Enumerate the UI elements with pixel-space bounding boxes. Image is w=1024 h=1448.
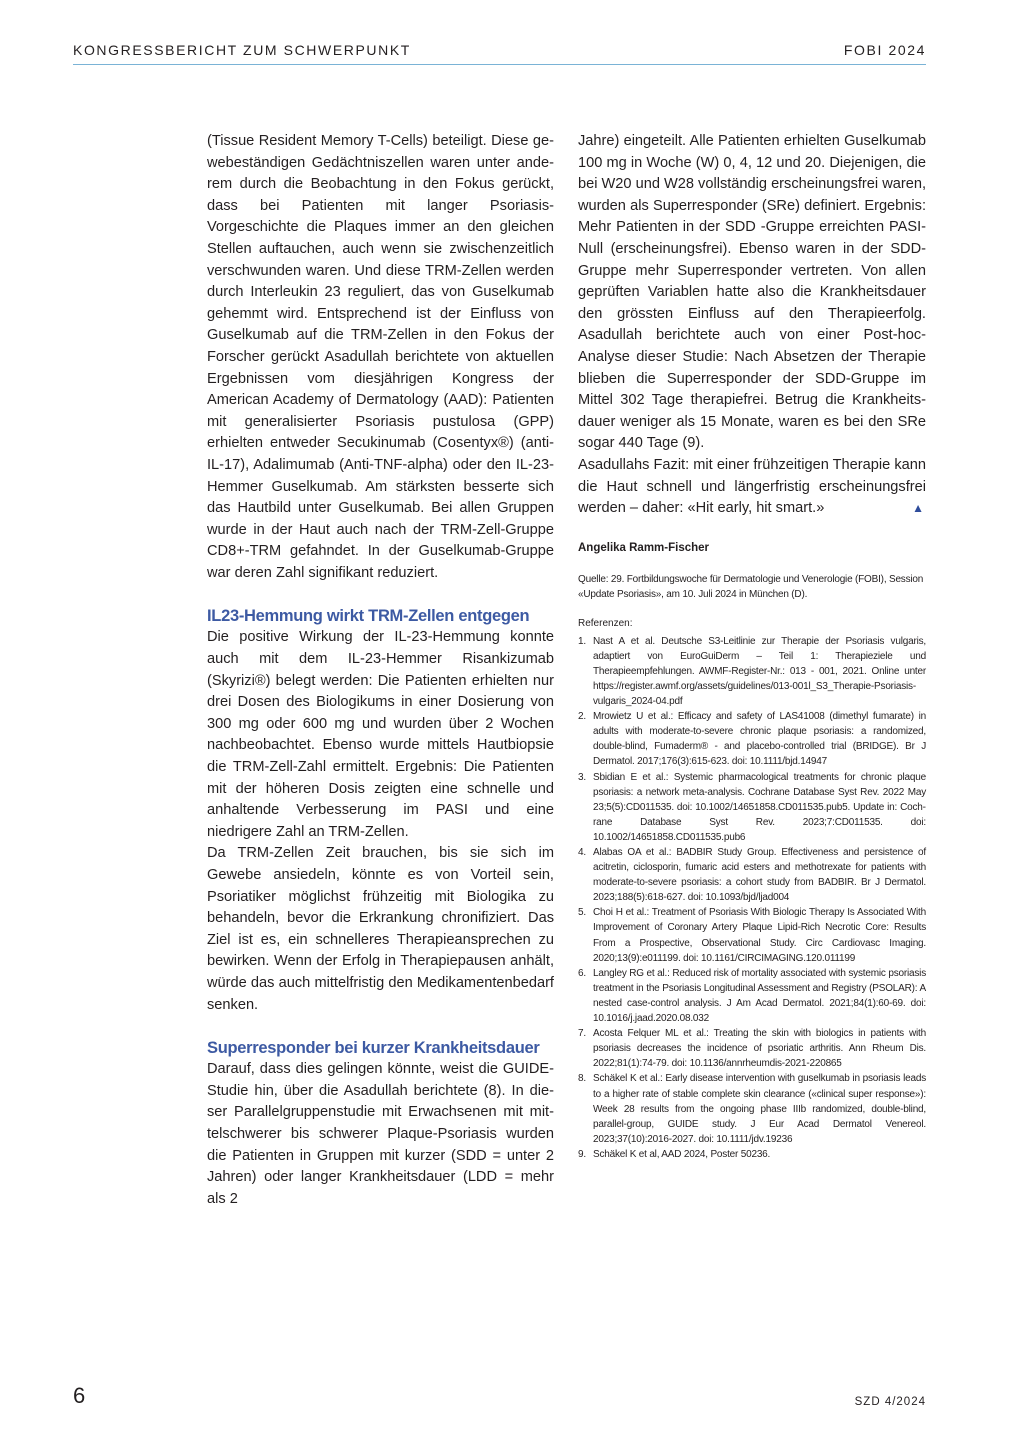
paragraph-conclusion xyxy=(578,455,926,520)
author-name: Angelika Ramm-Fischer xyxy=(578,541,710,554)
reference-text: Sbidian E et al.: Systemic pharmacological treatments for chronic plaque psoriasis: a network meta-analysis. Cochrane Database Syst Rev. 2022 May 23;5(5):CD011535. doi: 10.1002/14651858.CD011535.pub5. Update in: Cochrane Database Syst Rev. 2023;7:CD011535. doi: 10.1002/14651858.CD011535.pub6 xyxy=(593,771,926,843)
page-number: 6 xyxy=(73,1383,86,1408)
right-column xyxy=(578,131,926,1162)
reference-item xyxy=(578,966,926,1026)
reference-text: Choi H et al.: Treatment of Psoriasis With Biologic Therapy Is Associated With Improvement of Coronary Artery Plaque Lipid-Rich Necrotic Core: Results From a Prospective, Observational Study. Circ Cardiovasc Imaging. 2020;13(9):e011199. doi: 10.1161/CIRCIMAGING.120.011199 xyxy=(593,907,926,964)
paragraph-risankizumab: Die positive Wirkung der IL-23-Hemmung konnte auch mit dem IL-23-Hemmer Risankizumab (Skyrizi®) belegt werden: Die Patienten erhielten nur drei Dosen des Biologikums in einer Dosierung von 300 mg oder 600 mg und wurden über 2 Wochen nachbeobachtet. Ebenso wurde mittels Hautbiopsie die TRM-Zell-Zahl ermittelt. Ergebnis: Die Patienten mit der höheren Dosis zeigten eine schnelle und anhaltende Verbesserung im PASI und eine niedrigere Zahl an TRM-Zellen. xyxy=(207,629,554,840)
reference-text: Langley RG et al.: Reduced risk of mortality associated with systemic psoriasis treatment in the Psoriasis Longitudinal Assessment and Registry (PSOLAR): A nested case-control analysis. J Am Acad Dermatol. 2021;84(1):60-69. doi: 10.1016/j.jaad.2020.08.032 xyxy=(593,967,926,1025)
reference-item xyxy=(578,709,926,769)
reference-number: 7. xyxy=(578,1028,586,1040)
reference-item xyxy=(578,1071,926,1146)
event-title: FOBI 2024 xyxy=(843,42,926,58)
reference-item xyxy=(578,845,926,905)
reference-number: 1. xyxy=(578,635,586,647)
source-note: Quelle: 29. Fortbildungswoche für Dermatologie und Venerologie (FOBI), Session «Update Psoriasis», am 10. Juli 2024 in München (D). xyxy=(578,573,924,600)
reference-number: 5. xyxy=(578,907,586,919)
conclusion-text: Asadullahs Fazit: mit einer frühzeitigen Therapie kann die Haut schnell und längerfristig erscheinungsfrei werden – daher: «Hit early, hit smart.» xyxy=(578,456,926,517)
reference-item xyxy=(578,1147,926,1162)
section-heading-superresponder: Superresponder bei kurzer Krankheitsdauer xyxy=(207,1039,540,1058)
reference-item xyxy=(578,634,926,709)
reference-text: Schäkel K et al.: Early disease intervention with guselkumab in psoriasis leads to a higher rate of stable complete skin clearance («clinical super response»): Week 28 results from the ongoing phase IIIb randomized, double-blind, parallel-group, GUIDE study. J Eur Acad Dermatol Venereol. 2023;37(10):2016-2027. doi: 10.1111/jdv.19236 xyxy=(593,1073,926,1145)
reference-number: 2. xyxy=(578,711,586,723)
intro-paragraph: (Tissue Resident Memory T-Cells) beteiligt. Diese gewebeständigen Gedächtniszellen waren unter anderem durch die Beobachtung in den Fokus gerückt, dass bei Patienten mit langer Psoriasis-Vorgeschichte die Plaques immer an den gleichen Stellen auftauchen, auch wenn sie zwischenzeitlich verschwunden waren. Und diese TRM-Zellen werden durch Interleukin 23 reguliert, das von Guselkumab gehemmt wird. Entsprechend ist der Einfluss von Guselkumab auf die TRM-Zellen in den Fokus der Forscher gerückt Asadullah berichtete von aktuellen Ergebnissen vom diesjährigen Kongress der American Academy of Dermatology (AAD): Patienten mit generalisierter Psoriasis pustulosa (GPP) erhielten entweder Secukinumab (Cosentyx®) (anti-IL-17), Adalimumab (Anti-TNF-alpha) oder den IL-23-Hemmer Guselkumab. Am stärksten besserte sich das Hautbild unter Guselkumab. Bei allen Gruppen wurde in der Haut auch nach der TRM-Zell-Gruppe CD8+-TRM gefahndet. In der Guselkumab-Gruppe war deren Zahl signifikant reduziert. xyxy=(207,133,554,581)
reference-number: 8. xyxy=(578,1073,586,1085)
reference-item xyxy=(578,905,926,965)
left-column xyxy=(207,131,554,1210)
references-title: Referenzen: xyxy=(578,617,633,629)
reference-text: Nast A et al. Deutsche S3-Leitlinie zur Therapie der Psoriasis vulgaris, adaptiert von EuroGuiDerm – Teil 1: Therapieziele und Therapieempfehlungen. AWMF-Register-Nr.: 013 - 001, 2021. Online unter https://register.awmf.org/assets/guidelines/013-001l_S3_Therapie-Psoriasis-vulgaris_2024-04.pdf xyxy=(593,635,926,708)
paragraph-trm-time: Da TRM-Zellen Zeit brauchen, bis sie sich im Gewebe ansiedeln, könnte es von Vorteil sein, Psoriatiker möglichst frühzeitig mit Biologika zu behandeln, bevor die Erkrankung chronifiziert. Das Ziel ist es, ein schnelleres Therapieansprechen zu bewirken. Wenn der Erfolg in Therapiepausen anhält, würde das auch mittelfristig den Medikamentenbedarf senken. xyxy=(207,845,554,1013)
end-triangle-icon: ▲ xyxy=(912,501,924,516)
section-title: KONGRESSBERICHT ZUM SCHWERPUNKT xyxy=(73,42,411,58)
reference-number: 3. xyxy=(578,771,586,783)
reference-number: 4. xyxy=(578,847,586,858)
reference-text: Mrowietz U et al.: Efficacy and safety of LAS41008 (dimethyl fumarate) in adults with moderate-to-severe chronic plaque psoriasis: a randomized, double-blind, Fumaderm® - and placebo-controlled trial (BRIDGE). Br J Dermatol. 2017;176(3):615-623. doi: 10.1111/bjd.14947 xyxy=(593,711,926,768)
issue-label: SZD 4/2024 xyxy=(854,1396,926,1408)
reference-number: 9. xyxy=(578,1148,586,1160)
reference-item xyxy=(578,770,926,845)
references-list xyxy=(578,634,926,1162)
running-head xyxy=(73,40,926,65)
reference-text: Schäkel K et al, AAD 2024, Poster 50236. xyxy=(593,1148,771,1160)
reference-text: Alabas OA et al.: BADBIR Study Group. Effectiveness and persistence of acitretin, ciclosporin, fumaric acid esters and methotrexate for patients with moderate-to-severe psoriasis: a cohort study from BADBIR. Br J Dermatol. 2023;188(5):618-627. doi: 10.1093/bjd/ljad004 xyxy=(593,847,926,904)
paragraph-guide-study: Darauf, dass dies gelingen könnte, weist die GUIDE-Studie hin, über die Asadullah berichtete (8). In dieser Parallelgruppenstudie mit Erwachsenen mit mittelschwerer bis schwerer Plaque-Psoriasis wurden die Patienten in Gruppen mit kurzer (SDD = unter 2 Jahren) oder langer Krankheitsdauer (LDD = mehr als 2 xyxy=(207,1061,554,1207)
paragraph-guide-results: Jahre) eingeteilt. Alle Patienten erhielten Guselkumab 100 mg in Woche (W) 0, 4, 12 und 20. Diejenigen, die bei W20 und W28 vollständig erscheinungsfrei waren, wurden als Superresponder (SRe) definiert. Ergebnis: Mehr Patienten in der SDD -Gruppe erreichten PASI-Null (erscheinungsfrei). Ebenso waren in der SDD-Gruppe mehr Superresponder vertreten. Von allen geprüften Variablen hatte also die Krankheitsdauer den grössten Einfluss auf den Therapieerfolg. Asadullah berichtete auch von einer Post-hoc-Analyse dieser Studie: Nach Absetzen der Therapie blieben die Superresponder der SDD-Gruppe im Mittel 302 Tage therapiefrei. Betrug die Krankheitsdauer weniger als 15 Monate, waren es bei den SRe sogar 440 Tage (9). xyxy=(578,133,927,452)
reference-item xyxy=(578,1026,926,1071)
reference-number: 6. xyxy=(578,967,586,979)
reference-text: Acosta Felquer ML et al.: Treating the skin with biologics in patients with psoriasis decreases the incidence of psoriatic arthritis. Ann Rheum Dis. 2022;81(1):74-79. doi: 10.1136/annrheumdis-2021-220865 xyxy=(593,1028,926,1070)
section-heading-il23: IL23-Hemmung wirkt TRM-Zellen entgegen xyxy=(207,607,530,626)
